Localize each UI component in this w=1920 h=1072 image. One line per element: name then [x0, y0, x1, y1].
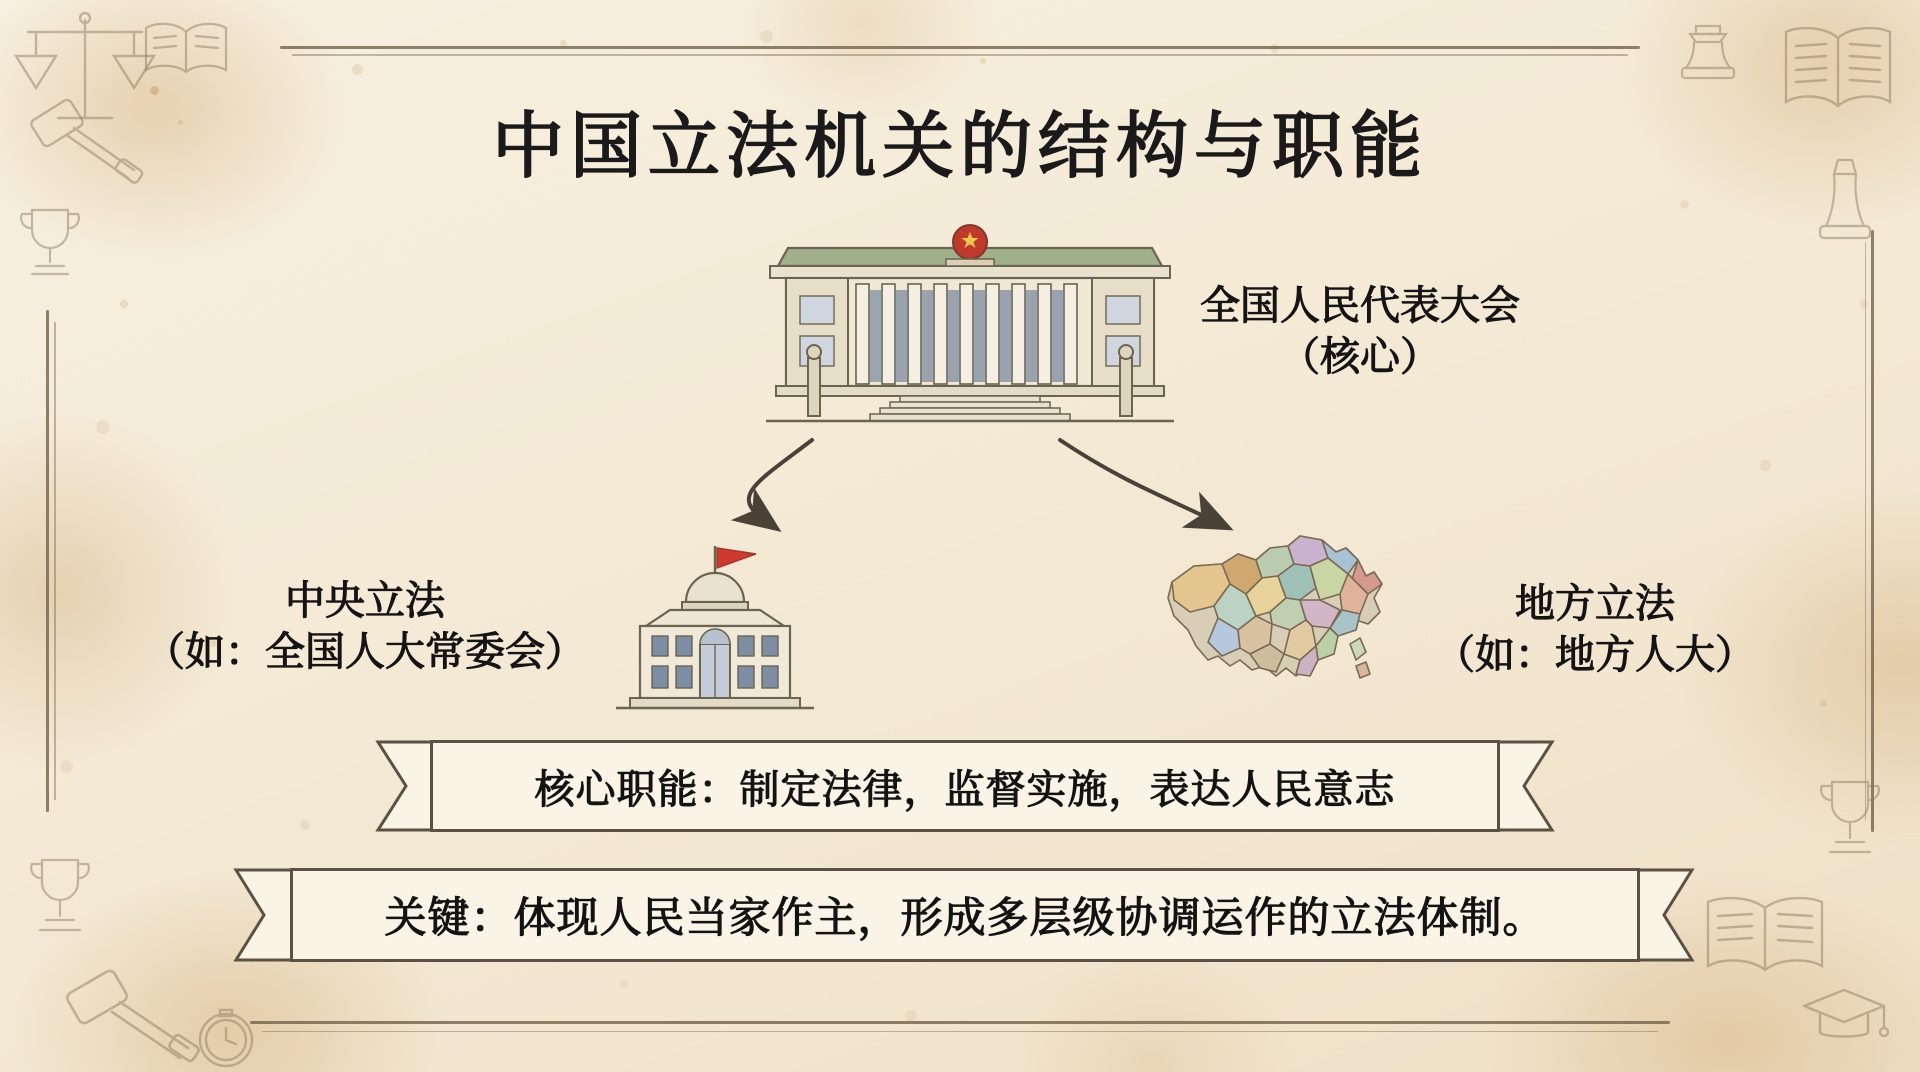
frame-right-line [1871, 230, 1874, 832]
banner-key-point-text: 关键：体现人民当家作主，形成多层级协调运作的立法体制。 [384, 893, 1546, 942]
branch-label-central [110, 575, 620, 677]
great-hall-of-the-people-icon [760, 218, 1180, 433]
banner-core-functions-text: 核心职能：制定法律，监督实施，表达人民意志 [534, 765, 1396, 813]
top-node-label-main: 全国人民代表大会 [1200, 282, 1520, 329]
top-node-label-sub: （核心） [1280, 333, 1440, 381]
branch-local-sub: （如：地方人大） [1435, 631, 1755, 679]
frame-left-line [46, 310, 49, 812]
top-node-label [1200, 280, 1520, 382]
branch-central-sub: （如：全国人大常委会） [145, 628, 585, 676]
government-building-icon [600, 540, 830, 720]
frame-bottom-line [250, 1021, 1670, 1024]
banner-key-point [290, 868, 1640, 962]
frame-left-line-2 [54, 322, 56, 800]
branch-label-local [1385, 578, 1805, 680]
china-map-icon [1160, 520, 1410, 700]
branch-local-main: 地方立法 [1515, 580, 1675, 627]
frame-top-line [280, 46, 1640, 49]
frame-right-line-2 [1865, 242, 1867, 820]
frame-bottom-line-2 [262, 1031, 1658, 1033]
frame-top-line-2 [292, 54, 1628, 56]
branch-central-main: 中央立法 [285, 577, 445, 624]
page-title: 中国立法机关的结构与职能 [491, 103, 1428, 188]
banner-core-functions [430, 740, 1500, 832]
